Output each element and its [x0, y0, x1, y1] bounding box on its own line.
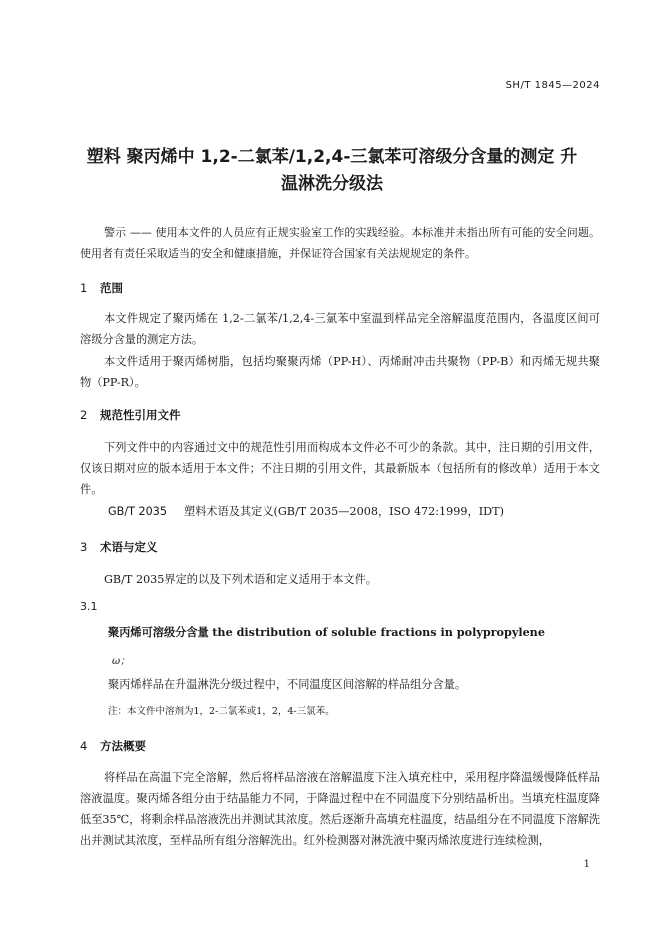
- section-3-heading: [80, 539, 158, 555]
- reference-entry: [108, 503, 504, 519]
- section-2-title: 规范性引用文件: [100, 408, 181, 422]
- section-1-paragraph-1: 本文件规定了聚丙烯在 1,2-二氯苯/1,2,4-三氯苯中室温到样品完全溶解温度范围内，各温度区间可溶级分含量的测定方法。: [80, 312, 600, 346]
- section-4-number: 4: [80, 739, 88, 753]
- term-3-1-number: 3.1: [80, 600, 98, 613]
- section-1-number: 1: [80, 281, 88, 295]
- reference-title: 塑料术语及其定义(GB/T 2035—2008，ISO 472:1999，IDT): [184, 505, 504, 518]
- standard-number: SH/T 1845—2024: [505, 80, 600, 91]
- term-definition: 聚丙烯样品在升温淋洗分级过程中，不同温度区间溶解的样品组分含量。: [108, 678, 467, 691]
- section-1-paragraph-2: 本文件适用于聚丙烯树脂，包括均聚聚丙烯（PP-H）、丙烯耐冲击共聚物（PP-B）和丙烯无规共聚物（PP-R）。: [80, 355, 600, 389]
- section-1-heading: [80, 280, 123, 296]
- term-3-1-heading: [108, 624, 545, 640]
- section-3-title: 术语与定义: [100, 540, 158, 554]
- page-number: 1: [583, 859, 590, 870]
- document-title: [62, 144, 602, 198]
- reference-code: GB/T 2035: [108, 505, 167, 518]
- section-3-intro: GB/T 2035界定的以及下列术语和定义适用于本文件。: [104, 573, 377, 586]
- term-symbol: ω；: [112, 656, 131, 667]
- section-2-paragraph-1: 下列文件中的内容通过文中的规范性引用而构成本文件必不可少的条款。其中，注日期的引用文件，仅该日期对应的版本适用于本文件；不注日期的引用文件，其最新版本（包括所有的修改单）适用于本文件。: [80, 441, 600, 496]
- title-line-2: 温淋洗分级法: [281, 174, 383, 194]
- section-4-heading: [80, 738, 146, 754]
- term-note: 注：本文件中溶剂为1，2-二氯苯或1，2，4-三氯苯。: [108, 706, 335, 717]
- section-2-heading: [80, 407, 181, 423]
- title-line-1: 塑料 聚丙烯中 1,2-二氯苯/1,2,4-三氯苯可溶级分含量的测定 升: [86, 147, 578, 167]
- section-4-paragraph-1: 将样品在高温下完全溶解，然后将样品溶液在溶解温度下注入填充柱中，采用程序降温缓慢降低样品溶液温度。聚丙烯各组分由于结晶能力不同，于降温过程中在不同温度下分别结晶析出。当填充柱温度降低至35℃，将剩余样品溶液洗出并测试其浓度。然后逐渐升高填充柱温度，结晶组分在不同温度下溶解洗出并测试其浓度，至样品所有组分溶解洗出。红外检测器对淋洗液中聚丙烯浓度进行连续检测，: [80, 771, 600, 847]
- term-en: the distribution of soluble fractions in polypropylene: [212, 625, 545, 639]
- section-3-number: 3: [80, 540, 88, 554]
- section-1-title: 范围: [100, 281, 123, 295]
- warning-paragraph: 警示 —— 使用本文件的人员应有正规实验室工作的实践经验。本标准并未指出所有可能的安全问题。使用者有责任采取适当的安全和健康措施，并保证符合国家有关法规规定的条件。: [80, 226, 600, 260]
- section-2-number: 2: [80, 408, 88, 422]
- section-4-title: 方法概要: [100, 739, 146, 753]
- term-cn: 聚丙烯可溶级分含量: [108, 626, 209, 639]
